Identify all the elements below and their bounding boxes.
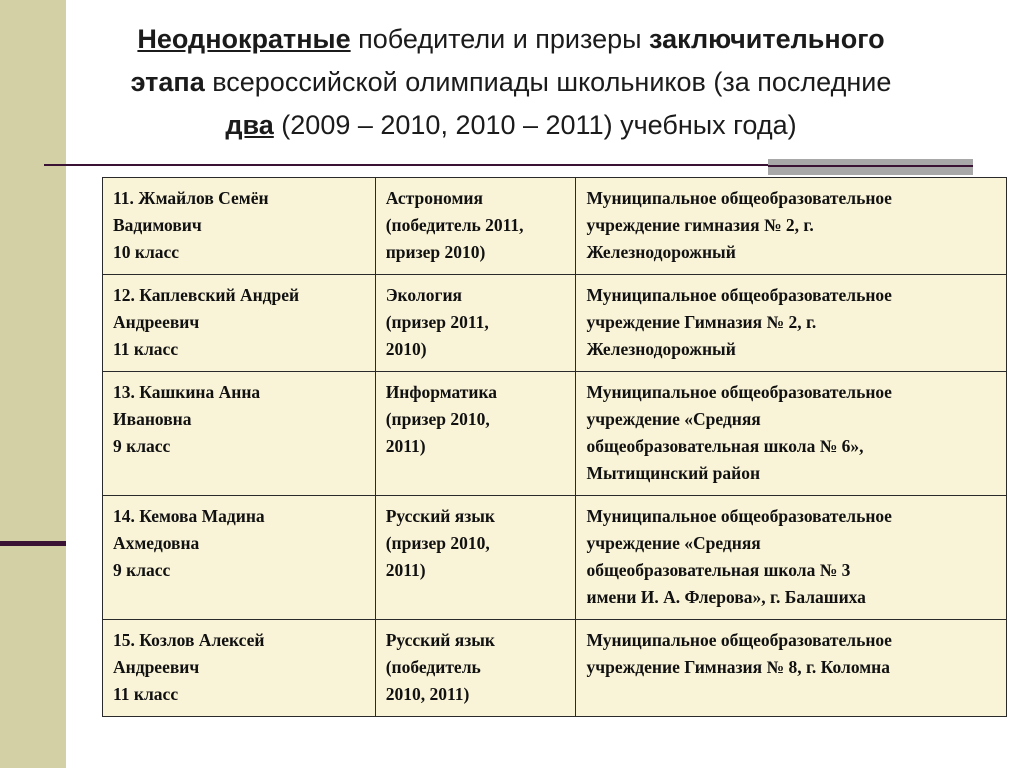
school-line: Муниципальное общеобразовательное — [586, 382, 892, 402]
student-grade: 9 класс — [113, 436, 171, 456]
school-cell — [576, 620, 1007, 717]
slide-title — [66, 18, 956, 147]
decorative-grey-bar-line — [768, 165, 973, 167]
student-cell — [103, 496, 376, 620]
school-cell — [576, 275, 1007, 372]
student-grade: 10 класс — [113, 242, 180, 262]
student-cell — [103, 372, 376, 496]
table-row — [103, 620, 1007, 717]
school-line: учреждение «Средняя — [586, 409, 761, 429]
student-name-line: 15. Козлов Алексей — [113, 630, 265, 650]
subject-line: Русский язык — [385, 630, 495, 650]
subject-line: Экология — [385, 285, 462, 305]
left-decorative-band — [0, 0, 66, 768]
subject-line: (призер 2010, — [385, 533, 490, 553]
subject-line: призер 2010) — [385, 242, 486, 262]
subject-cell — [375, 275, 576, 372]
subject-line: (призер 2010, — [385, 409, 490, 429]
subject-cell — [375, 496, 576, 620]
student-name-line: 12. Каплевский Андрей — [113, 285, 300, 305]
school-line: общеобразовательная школа № 6», — [586, 436, 864, 456]
school-line: Железнодорожный — [586, 339, 736, 359]
student-patronymic: Ивановна — [113, 409, 192, 429]
title-text-part: победители и призеры — [350, 24, 650, 54]
school-line: общеобразовательная школа № 3 — [586, 560, 851, 580]
subject-line: 2010, 2011) — [385, 684, 470, 704]
school-line: учреждение гимназия № 2, г. — [586, 215, 814, 235]
student-name-line: 13. Кашкина Анна — [113, 382, 261, 402]
student-name-line: 11. Жмайлов Семён — [113, 188, 269, 208]
subject-line: 2010) — [385, 339, 427, 359]
school-line: учреждение Гимназия № 2, г. — [586, 312, 817, 332]
subject-line: 2011) — [385, 436, 426, 456]
student-patronymic: Вадимович — [113, 215, 202, 235]
subject-cell — [375, 178, 576, 275]
title-word-stage: этапа — [130, 67, 205, 97]
student-name-line: 14. Кемова Мадина — [113, 506, 265, 526]
student-cell — [103, 178, 376, 275]
subject-line: (победитель 2011, — [385, 215, 524, 235]
student-grade: 11 класс — [113, 684, 179, 704]
table-row — [103, 275, 1007, 372]
subject-line: Информатика — [385, 382, 498, 402]
student-patronymic: Андреевич — [113, 312, 200, 332]
subject-cell — [375, 372, 576, 496]
school-line: учреждение Гимназия № 8, г. Коломна — [586, 657, 890, 677]
school-cell — [576, 178, 1007, 275]
school-line: учреждение «Средняя — [586, 533, 761, 553]
title-text-part: всероссийской олимпиады школьников (за последние — [204, 67, 892, 97]
student-patronymic: Ахмедовна — [113, 533, 200, 553]
subject-cell — [375, 620, 576, 717]
decorative-grey-bar — [768, 159, 973, 175]
school-line: Муниципальное общеобразовательное — [586, 506, 892, 526]
school-line: Муниципальное общеобразовательное — [586, 630, 892, 650]
subject-line: Астрономия — [385, 188, 483, 208]
student-cell — [103, 275, 376, 372]
school-line: Мытищинский район — [586, 463, 761, 483]
student-patronymic: Андреевич — [113, 657, 200, 677]
school-line: Муниципальное общеобразовательное — [586, 188, 892, 208]
subject-line: 2011) — [385, 560, 426, 580]
table-row — [103, 372, 1007, 496]
student-grade: 11 класс — [113, 339, 179, 359]
left-decorative-rule — [0, 541, 66, 546]
school-line: Железнодорожный — [586, 242, 736, 262]
school-cell — [576, 372, 1007, 496]
title-word-final: заключительного — [649, 24, 885, 54]
title-word-two: два — [225, 110, 274, 140]
school-cell — [576, 496, 1007, 620]
subject-line: Русский язык — [385, 506, 495, 526]
subject-line: (победитель — [385, 657, 481, 677]
subject-line: (призер 2011, — [385, 312, 489, 332]
school-line: имени И. А. Флерова», г. Балашиха — [586, 587, 866, 607]
school-line: Муниципальное общеобразовательное — [586, 285, 892, 305]
student-grade: 9 класс — [113, 560, 171, 580]
title-word-repeated: Неоднократные — [137, 24, 351, 54]
title-text-part: (2009 – 2010, 2010 – 2011) учебных года) — [273, 110, 797, 140]
table-row — [103, 178, 1007, 275]
student-cell — [103, 620, 376, 717]
table-row — [103, 496, 1007, 620]
winners-table — [102, 177, 1007, 717]
